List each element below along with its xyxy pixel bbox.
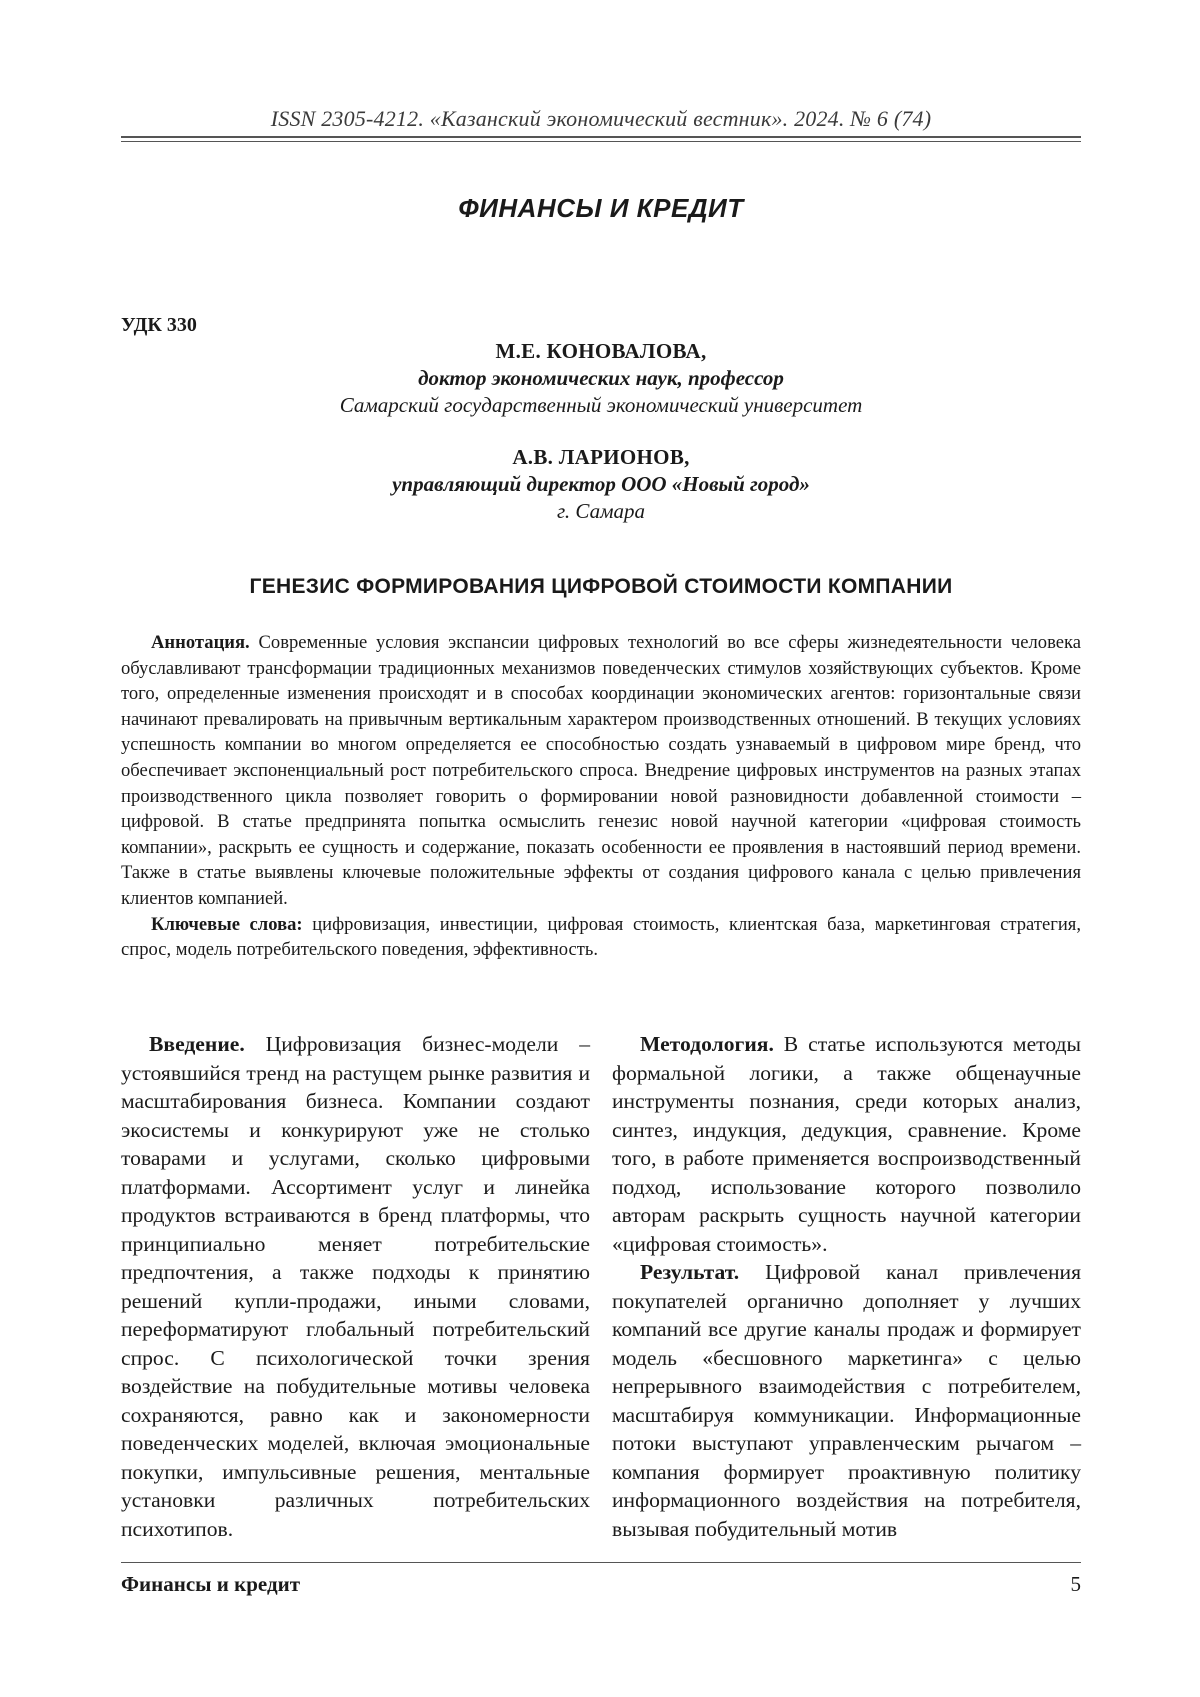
body-column-right (612, 1030, 1081, 1543)
intro-paragraph (121, 1030, 590, 1543)
abstract-block (121, 630, 1081, 963)
abstract (121, 630, 1081, 912)
author-affiliation: г. Самара (557, 499, 645, 523)
keywords-label: Ключевые слова: (151, 913, 303, 935)
methodology-label: Методология. (640, 1032, 774, 1056)
footer-rule (121, 1562, 1081, 1563)
author-affiliation: Самарский государственный экономический университет (339, 393, 863, 417)
header-rule (121, 136, 1081, 138)
result-text: Цифровой канал привлечения покупателей органично дополняет у лучших компаний все другие каналы продаж и формирует модель «бесшовного маркетинга» с целью непрерывного взаимодействия с потребителем, масштабируя коммуникации. Информационные потоки выступают управленческим рычагом – компания формирует проактивную политику информационного воздействия на потребителя, вызывая побудительный мотив (612, 1260, 1082, 1541)
result-paragraph (612, 1258, 1081, 1543)
body-column-left (121, 1030, 590, 1543)
author-2 (121, 444, 1081, 525)
keywords (121, 912, 1081, 963)
author-position: доктор экономических наук, профессор (418, 366, 784, 390)
running-head: ISSN 2305-4212. «Казанский экономический вестник». 2024. № 6 (74) (270, 106, 932, 131)
author-name: А.В. ЛАРИОНОВ, (512, 445, 690, 469)
intro-text: Цифровизация бизнес-модели – устоявшийся тренд на растущем рынке развития и масштабирования бизнеса. Компании создают экосистемы и конкурируют уже не столько товарами и услугами, сколько цифровыми платформами. Ассортимент услуг и линейка продуктов встраиваются в бренд платформы, что принципиально меняет потребительские предпочтения, а также подходы к принятию решений купли-продажи, иными словами, переформатируют глобальный потребительский спрос. С психологической точки зрения воздействие на побудительные мотивы человека сохраняются, равно как и закономерности поведенческих моделей, включая эмоциональные покупки, импульсивные решения, ментальные установки различных потребительских психотипов. (121, 1032, 590, 1541)
result-label: Результат. (640, 1260, 740, 1284)
intro-label: Введение. (149, 1032, 245, 1056)
author-name: М.Е. КОНОВАЛОВА, (495, 339, 707, 363)
abstract-label: Аннотация. (151, 632, 250, 653)
section-title: ФИНАНСЫ И КРЕДИТ (458, 193, 744, 223)
header-rule-thin (121, 141, 1081, 142)
article-title: ГЕНЕЗИС ФОРМИРОВАНИЯ ЦИФРОВОЙ СТОИМОСТИ КОМПАНИИ (249, 575, 953, 598)
page-number: 5 (1070, 1572, 1081, 1596)
footer-section-name: Финансы и кредит (121, 1572, 301, 1596)
keywords-text: цифровизация, инвестиции, цифровая стоимость, клиентская база, маркетинговая стратегия, спрос, модель потребительского поведения, эффективность. (121, 913, 1081, 961)
methodology-text: В статье используются методы формальной логики, а также общенаучные инструменты познания, среди которых анализ, синтез, индукция, дедукция, сравнение. Кроме того, в работе применяется воспроизводственный подход, использование которого позволило авторам раскрыть сущность научной категории «цифровая стоимость». (612, 1032, 1081, 1256)
methodology-paragraph (612, 1030, 1081, 1258)
abstract-text: Современные условия экспансии цифровых технологий во все сферы жизнедеятельности человека обуславливают трансформации традиционных механизмов поведенческих стимулов хозяйствующих субъектов. Кроме того, определенные изменения происходят и в способах координации экономических агентов: горизонтальные связи начинают превалировать на привычным вертикальным характером производственных отношений. В текущих условиях успешность компании во многом определяется ее способностью создать узнаваемый в цифровом мире бренд, что обеспечивает экспоненциальный рост потребительского спроса. Внедрение цифровых инструментов на разных этапах производственного цикла позволяет говорить о формировании новой разновидности добавленной стоимости – цифровой. В статье предпринята попытка осмыслить генезис новой научной категории «цифровая стоимость компании», раскрыть ее сущность и содержание, показать особенности ее проявления в настоявший период времени. Также в статье выявлены ключевые положительные эффекты от создания цифрового канала с целью привлечения клиентов компанией. (121, 632, 1081, 909)
udk-code: УДК 330 (121, 314, 197, 336)
author-position: управляющий директор ООО «Новый город» (392, 472, 810, 496)
author-1 (121, 338, 1081, 419)
